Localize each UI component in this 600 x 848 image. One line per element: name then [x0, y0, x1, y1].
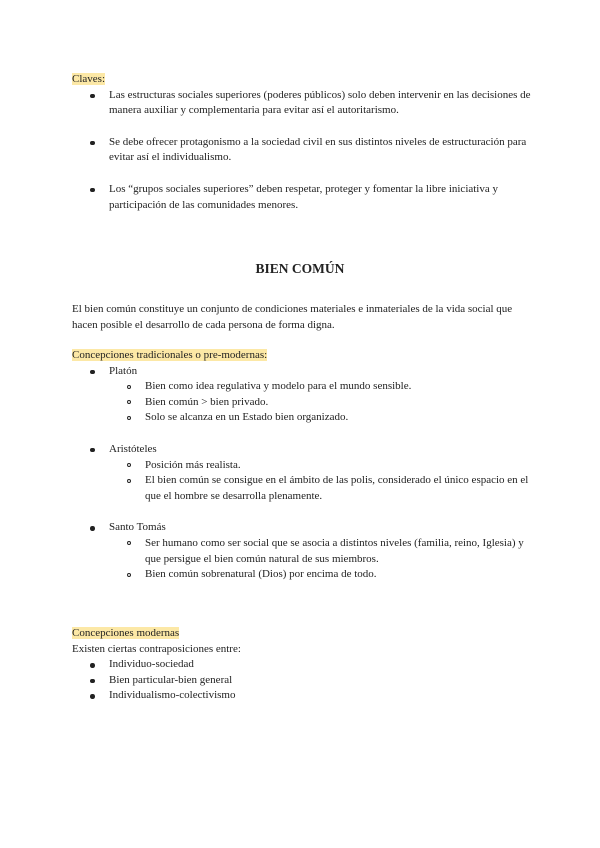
claves-list — [72, 88, 532, 214]
claves-item: Los “grupos sociales superiores” deben respetar, proteger y fomentar la libre iniciativa y participación de las comunidades menores. — [72, 182, 532, 213]
modernas-intro: Existen ciertas contraposiciones entre: — [72, 642, 241, 655]
claves-item: Las estructuras sociales superiores (poderes públicos) solo deben intervenir en las decisiones de manera auxiliar y complementaria para evitar así el autoritarismo. — [72, 88, 532, 119]
authors-list — [72, 364, 532, 583]
author-point: Solo se alcanza en un Estado bien organizado. — [72, 410, 532, 426]
tradicionales-heading: Concepciones tradicionales o pre-modernas: — [72, 349, 268, 361]
author-point: Bien común sobrenatural (Dios) por encima de todo. — [72, 567, 532, 583]
claves-heading: Claves: — [72, 73, 105, 85]
modernas-list — [72, 657, 532, 704]
claves-item: Se debe ofrecer protagonismo a la sociedad civil en sus distintos niveles de estructuración para evitar así el individualismo. — [72, 135, 532, 166]
author-aristoteles: Aristóteles — [72, 442, 532, 458]
author-point: Posición más realista. — [72, 458, 532, 474]
author-platon: Platón — [72, 364, 532, 380]
intro-text: El bien común constituye un conjunto de condiciones materiales e inmateriales de la vida social que hacen posible el desarrollo de cada persona de forma digna. — [72, 303, 513, 331]
tradicionales-section — [72, 348, 532, 583]
intro-paragraph — [72, 302, 532, 333]
author-point: Bien común > bien privado. — [72, 395, 532, 411]
modernas-heading: Concepciones modernas — [72, 627, 180, 639]
author-point: El bien común se consigue en el ámbito de las polis, considerado el único espacio en el que el hombre se desarrolla plenamente. — [72, 473, 532, 504]
author-santo-tomas: Santo Tomás — [72, 520, 532, 536]
modernas-section — [72, 626, 532, 704]
modernas-item: Bien particular-bien general — [72, 673, 532, 689]
modernas-item: Individualismo-colectivismo — [72, 688, 532, 704]
claves-section — [72, 72, 532, 213]
page-title: BIEN COMÚN — [255, 261, 345, 276]
author-point: Bien como idea regulativa y modelo para el mundo sensible. — [72, 379, 532, 395]
modernas-item: Individuo-sociedad — [72, 657, 532, 673]
author-point: Ser humano como ser social que se asocia a distintos niveles (familia, reino, Iglesia) y que persigue el bien común natural de sus miembros. — [72, 536, 532, 567]
